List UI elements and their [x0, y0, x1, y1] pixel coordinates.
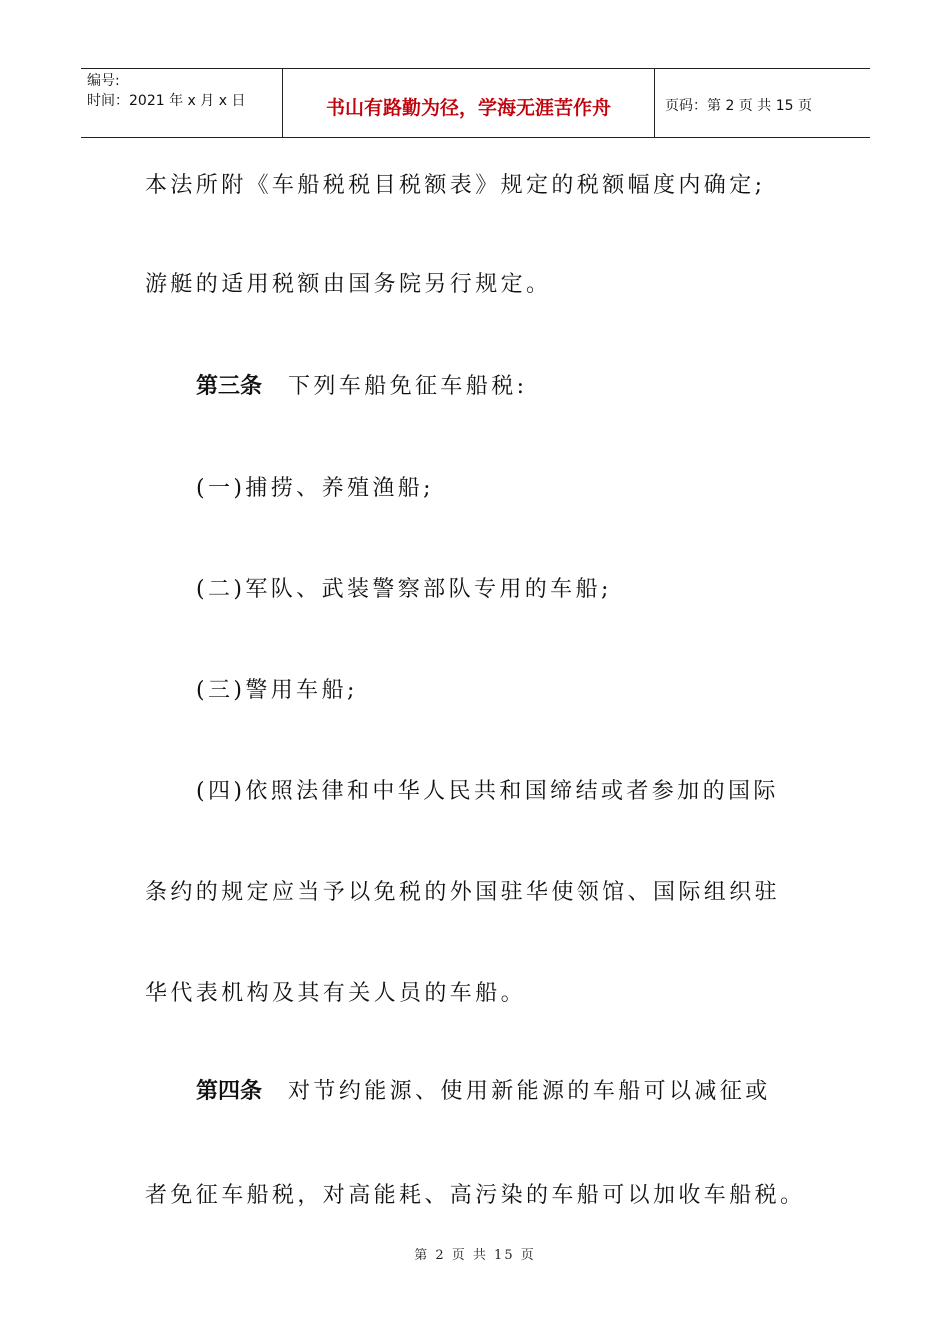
- exemption-item-4-line-3: 华代表机构及其有关人员的车船。: [145, 981, 527, 1006]
- footer-page-number: 第 2 页 共 15 页: [414, 1248, 536, 1263]
- header-meta-cell: [81, 69, 282, 137]
- body-line-2: 游艇的适用税额由国务院另行规定。: [145, 272, 552, 297]
- document-number-label: 编号:: [87, 73, 120, 89]
- header-motto-cell: [282, 69, 655, 137]
- exemption-item-4-line-1: (四)依照法律和中华人民共和国缔结或者参加的国际: [196, 779, 779, 804]
- document-time-label: 时间：2021 年 x 月 x 日: [87, 93, 246, 109]
- header-page-info: 页码：第 2 页 共 15 页: [665, 98, 812, 114]
- exemption-item-2: (二)军队、武装警察部队专用的车船;: [196, 577, 612, 602]
- document-header: [81, 68, 870, 138]
- article-3: [196, 372, 527, 402]
- page-footer: [0, 1244, 950, 1263]
- body-line-1: 本法所附《车船税税目税额表》规定的税额幅度内确定;: [145, 173, 766, 198]
- article-3-text: 下列车船免征车船税:: [288, 374, 528, 399]
- article-3-title: 第三条: [196, 374, 263, 399]
- exemption-item-3: (三)警用车船;: [196, 678, 358, 703]
- header-motto: 书山有路勤为径，学海无涯苦作舟: [325, 96, 611, 119]
- exemption-item-4-line-2: 条约的规定应当予以免税的外国驻华使领馆、国际组织驻: [145, 880, 781, 905]
- exemption-item-1: (一)捕捞、养殖渔船;: [196, 476, 434, 501]
- article-4: [196, 1077, 771, 1107]
- article-4-title: 第四条: [196, 1079, 263, 1104]
- article-4-line-2: 者免征车船税，对高能耗、高污染的车船可以加收车船税。: [145, 1183, 806, 1208]
- header-page-cell: [655, 69, 870, 137]
- article-4-line-1: 对节约能源、使用新能源的车船可以减征或: [288, 1079, 771, 1104]
